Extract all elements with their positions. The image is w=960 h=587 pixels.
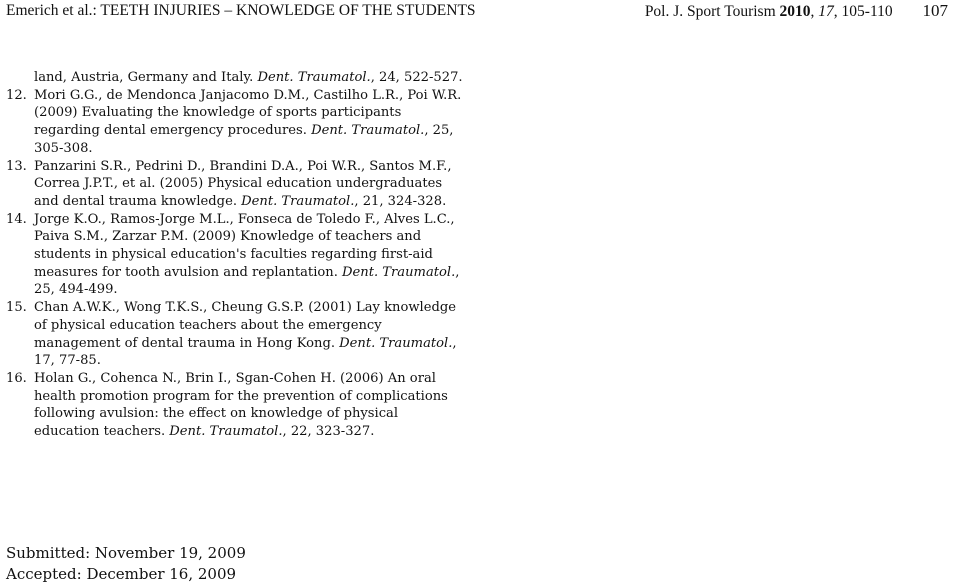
reference-journal: Dent. Traumatol. (241, 193, 355, 209)
reference-item (6, 87, 466, 158)
reference-text: Chan A.W.K., Wong T.K.S., Cheung G.S.P. (2001) Lay knowledge of physical education teachers about the emergency management of dental trauma in Hong Kong. (34, 300, 456, 351)
reference-item (6, 370, 466, 441)
journal-citation: Pol. J. Sport Tourism 2010, 17, 105-110 107 (644, 1, 948, 20)
reference-text: Mori G.G., de Mendonca Janjacomo D.M., Castilho L.R., Poi W.R. (2009) Evaluating the knowledge of sports participants regarding dental emergency procedures. (34, 87, 462, 139)
reference-details: , 25, 305-308. (34, 123, 454, 156)
submission-dates (6, 543, 246, 585)
reference-details: , 17, 77-85. (34, 335, 457, 369)
journal-name: Pol. J. Sport Tourism (644, 3, 776, 20)
reference-journal: Dent. Traumatol. (342, 264, 456, 280)
page-number: 107 (922, 1, 948, 20)
reference-item (6, 69, 466, 87)
reference-text: land, Austria, Germany and Italy. (34, 70, 258, 85)
submitted-date: Submitted: November 19, 2009 (6, 544, 246, 562)
reference-number: 15. (6, 300, 27, 316)
reference-text: Panzarini S.R., Pedrini D., Brandini D.A., Poi W.R., Santos M.F., Correa J.P.T., et al. (2005) Physical education undergraduates and dental trauma knowledge. (34, 158, 452, 209)
journal-year: 2010 (779, 3, 811, 20)
reference-journal: Dent. Traumatol. (339, 335, 453, 351)
reference-list (6, 69, 466, 441)
reference-item (6, 299, 466, 370)
journal-volume: 17 (818, 3, 834, 20)
reference-details: , 24, 522-527. (370, 70, 463, 85)
reference-journal: Dent. Traumatol. (257, 70, 371, 85)
reference-text: Jorge K.O., Ramos-Jorge M.L., Fonseca de Toledo F., Alves L.C., Paiva S.M., Zarzar P.M. (2009) Knowledge of teachers and students in physical education's faculties regarding first-aid measures for tooth avulsion and replantation. (34, 211, 455, 280)
reference-number: 14. (6, 211, 27, 227)
reference-details: , 22, 323-327. (282, 424, 375, 440)
journal-pages: 105-110 (841, 3, 893, 20)
reference-details: , 21, 324-328. (354, 193, 447, 209)
reference-number: 12. (6, 87, 27, 103)
reference-journal: Dent. Traumatol. (169, 424, 283, 440)
reference-journal: Dent. Traumatol. (311, 123, 425, 139)
reference-item (6, 211, 466, 300)
reference-item (6, 158, 466, 211)
reference-number: 16. (6, 370, 27, 386)
reference-details: , 25, 494-499. (34, 264, 460, 298)
running-header (6, 0, 948, 26)
reference-text: Holan G., Cohenca N., Brin I., Sgan-Cohen H. (2006) An oral health promotion program for the prevention of complications following avulsion: the effect on knowledge of physical education teachers. (34, 370, 448, 440)
reference-number: 13. (6, 158, 27, 174)
running-title: Emerich et al.: TEETH INJURIES – KNOWLEDGE OF THE STUDENTS (6, 2, 476, 19)
accepted-date: Accepted: December 16, 2009 (6, 565, 237, 583)
